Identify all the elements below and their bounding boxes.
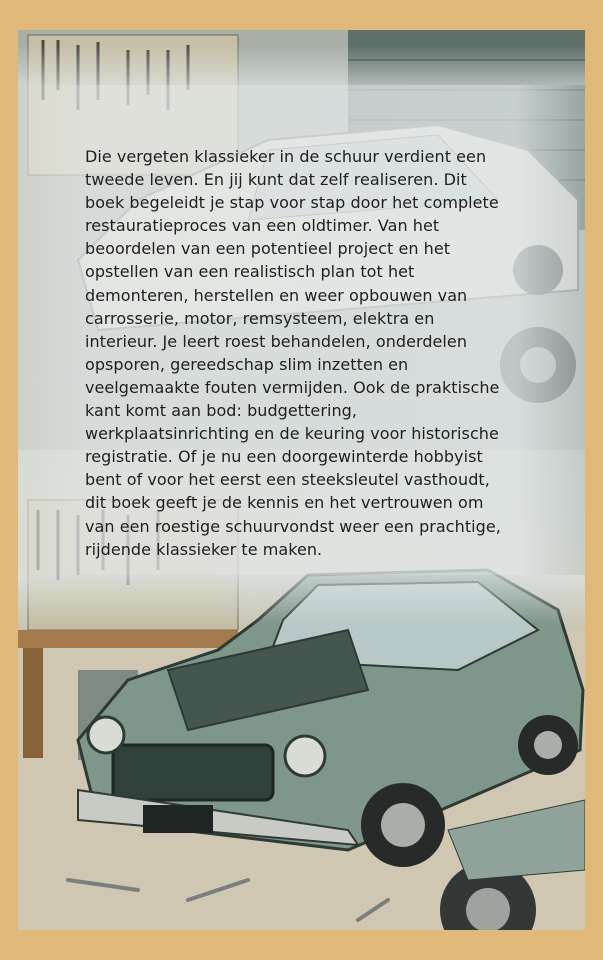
blurb-line: boek begeleidt je stap voor stap door het complete [85,193,499,213]
blurb-line: demonteren, herstellen en weer opbouwen van [85,285,468,305]
blurb-line: tweede leven. En jij kunt dat zelf realiseren. Dit [85,170,467,190]
blurb-line: dit boek geeft je de kennis en het vertrouwen om [85,493,484,513]
blurb-line: werkplaatsinrichting en de keuring voor historische [85,424,499,444]
workbench [18,630,238,648]
back-cover-blurb [85,145,555,561]
blurb-line: opstellen van een realistisch plan tot het [85,262,415,282]
blurb-line: bent of voor het eerst een steeksleutel vasthoudt, [85,470,490,490]
blurb-line: rijdende klassieker te maken. [85,539,323,559]
grille [113,745,273,800]
blurb-line: beoordelen van een potentieel project en het [85,239,451,259]
blurb-line: kant komt aan bod: budgettering, [85,401,357,421]
blurb-line: carrosserie, motor, remsysteem, elektra en [85,308,435,328]
blurb-line: Die vergeten klassieker in de schuur verdient een [85,147,487,166]
blurb-line: van een roestige schuurvondst weer een prachtige, [85,516,501,536]
license-plate [143,805,213,833]
blurb-line: opsporen, gereedschap slim inzetten en [85,354,409,374]
blurb-line: restauratieproces van een oldtimer. Van het [85,216,440,236]
headlight-left [88,717,124,753]
blurb-line: interieur. Je leert roest behandelen, onderdelen [85,331,468,351]
headlight-right [285,736,325,776]
blurb-line: veelgemaakte fouten vermijden. Ook de praktische [85,377,500,397]
blurb-line: registratie. Of je nu een doorgewinterde hobbyist [85,447,483,467]
